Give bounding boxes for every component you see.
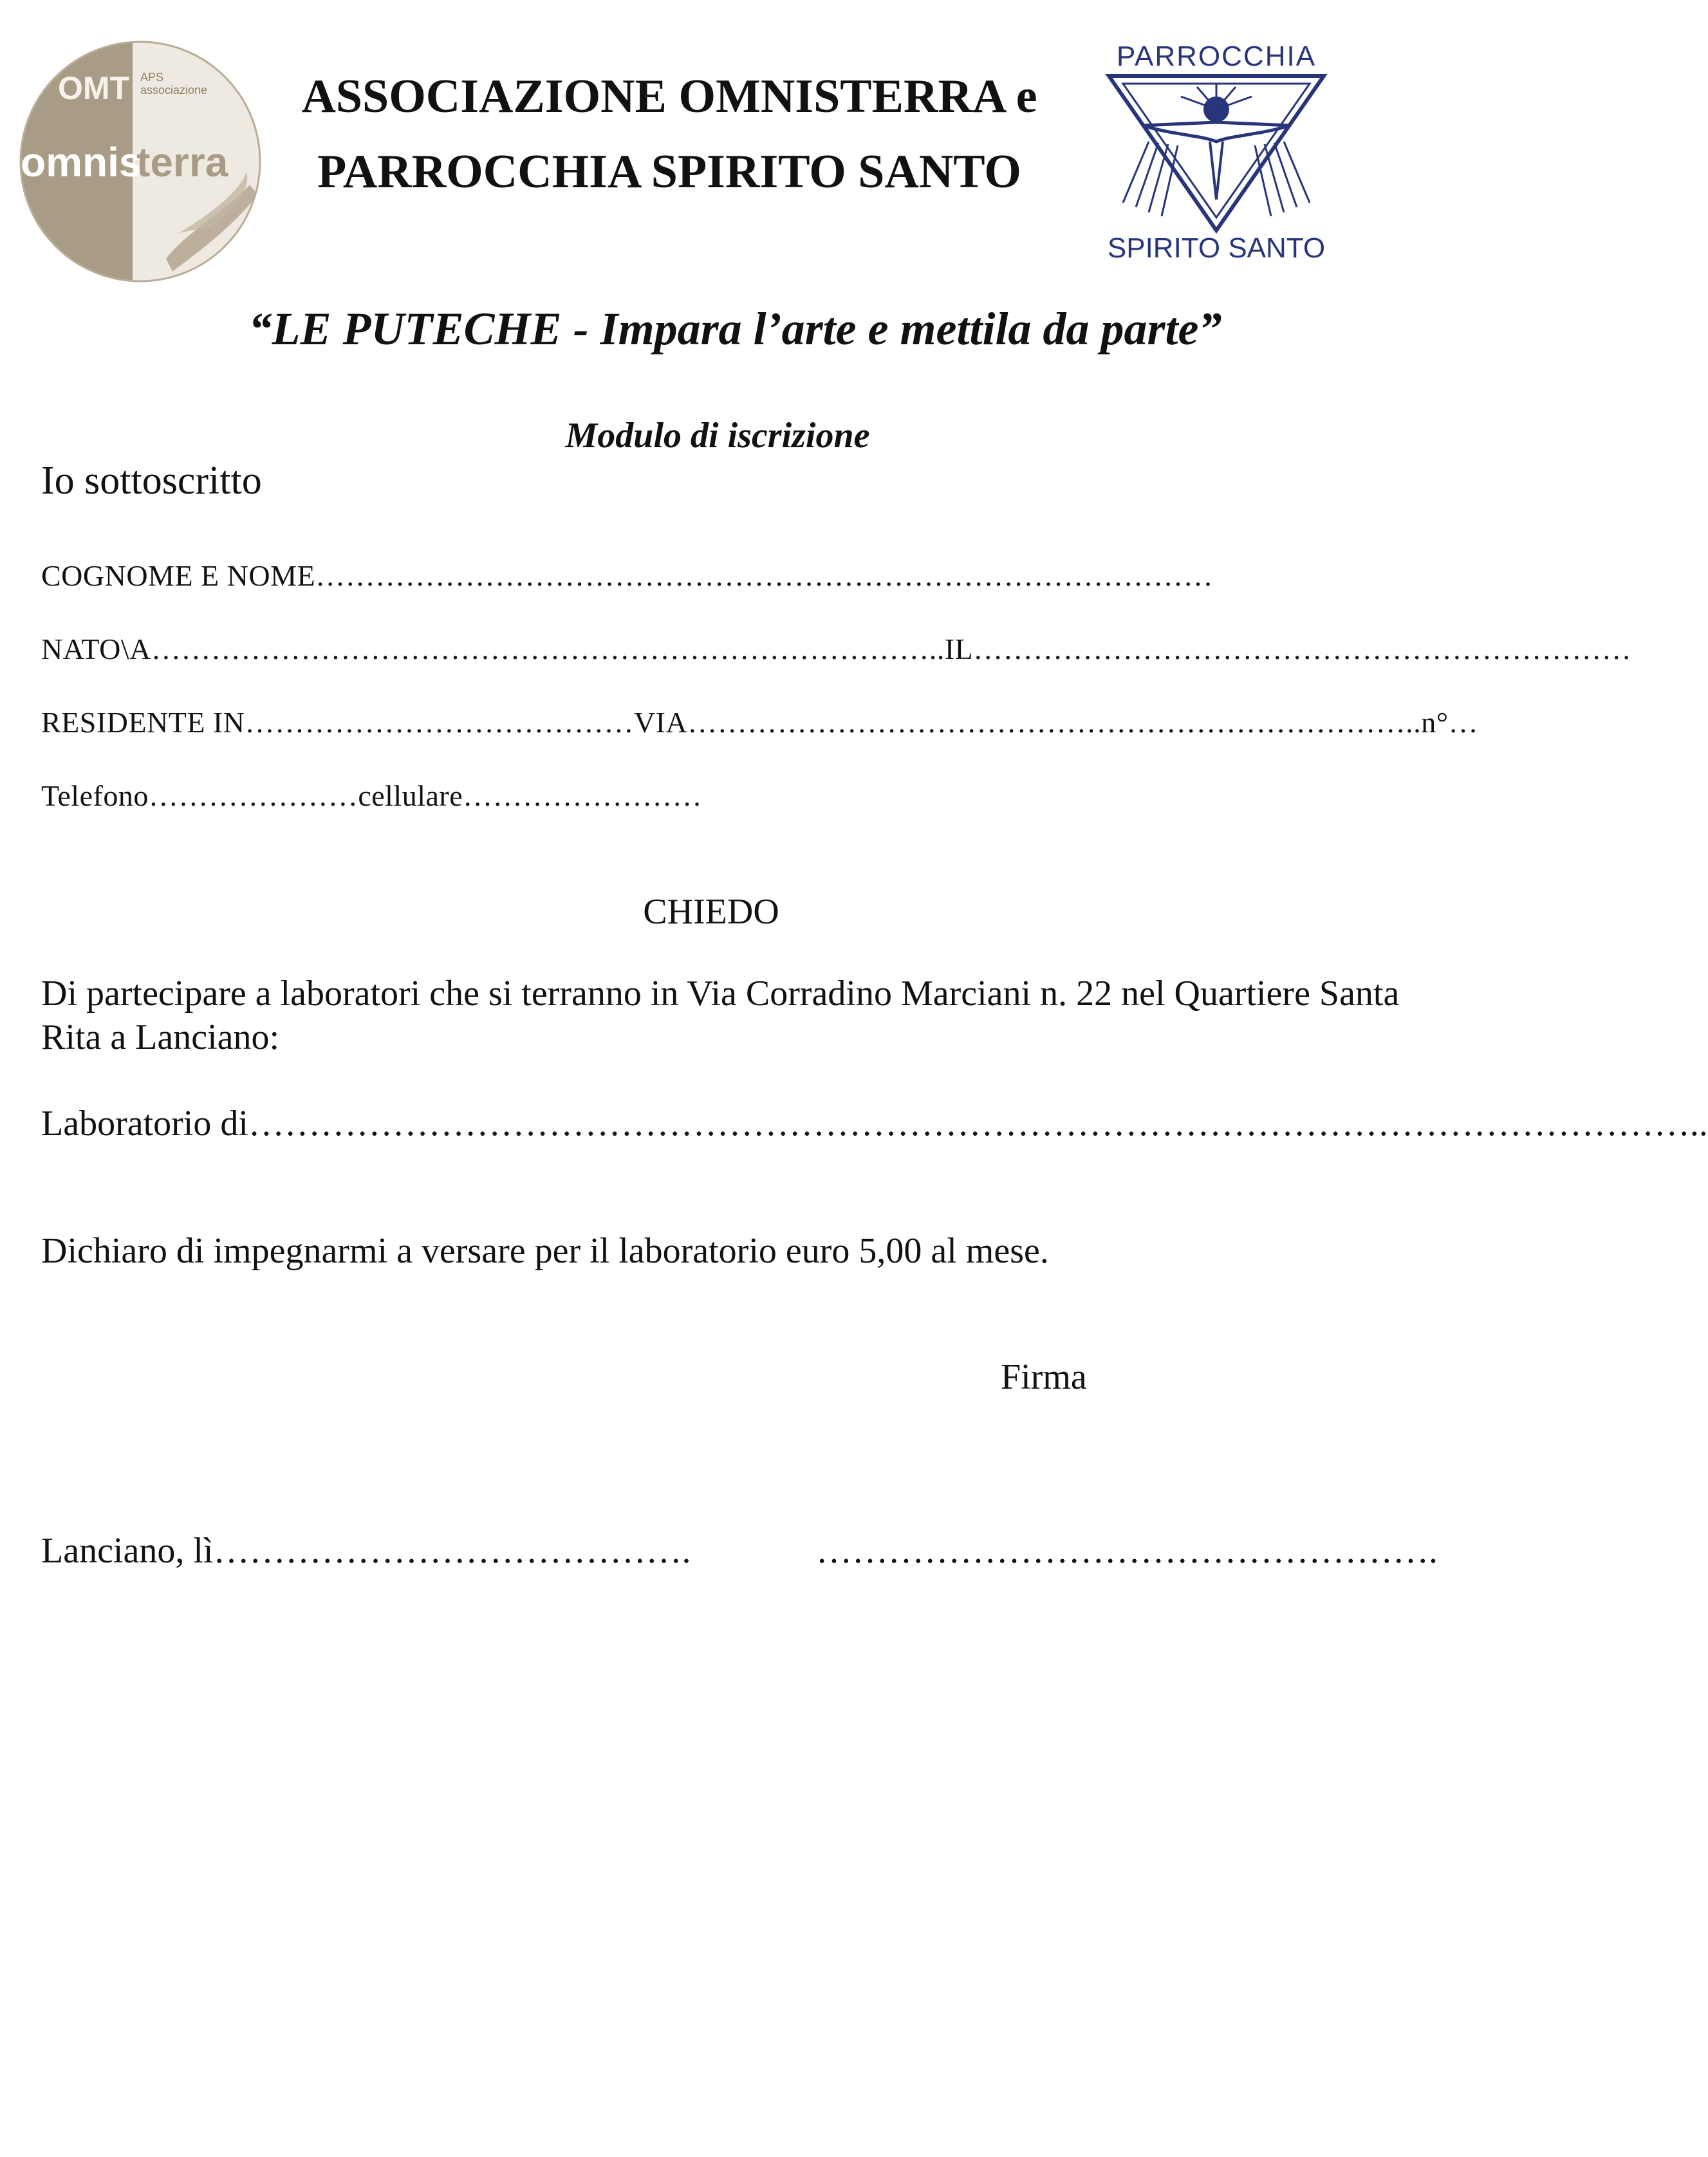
header-title-line-2: PARROCCHIA SPIRITO SANTO xyxy=(317,145,1021,198)
parrocchia-logo xyxy=(1097,39,1335,264)
form-title: Modulo di iscrizione xyxy=(565,416,870,456)
intro-text: Io sottoscritto xyxy=(41,459,262,503)
field-nato-il[interactable]: NATO\A……………………………………………………………………..IL………………………………………………………… xyxy=(41,633,1632,665)
logo-word-omnis: omnis xyxy=(21,139,142,185)
logo-spirito-santo-text: SPIRITO SANTO xyxy=(1107,232,1326,264)
field-telefono-cellulare[interactable]: Telefono…………………cellulare…………………… xyxy=(41,779,703,812)
logo-sub-text-1: APS xyxy=(140,71,164,84)
field-cognome-nome[interactable]: COGNOME E NOME……………………………………………………………………………… xyxy=(41,559,1214,592)
logo-sub-text-2: associazione xyxy=(140,84,208,97)
field-residente-via[interactable]: RESIDENTE IN…………………………………VIA………………………………………………………………..n°… xyxy=(41,706,1479,739)
declaration-paragraph: Dichiaro di impegnarmi a versare per il laboratorio euro 5,00 al mese. xyxy=(41,1231,1049,1271)
firma-label: Firma xyxy=(1001,1357,1087,1397)
chiedo-heading: CHIEDO xyxy=(643,892,779,932)
logo-badge-text: OMT xyxy=(58,70,130,106)
field-luogo-data[interactable]: Lanciano, lì…………………………………. xyxy=(41,1531,691,1571)
header-title-line-1: ASSOCIAZIONE OMNISTERRA e xyxy=(301,70,1037,123)
field-firma-line[interactable]: ……………………………………………. xyxy=(816,1531,1438,1571)
request-paragraph: Di partecipare a laboratori che si terranno in Via Corradino Marciani n. 22 nel Quartiere Santa Rita a Lanciano: xyxy=(41,974,1400,1057)
logo-word-terra: terra xyxy=(136,139,228,185)
logo-parrocchia-text: PARROCCHIA xyxy=(1116,41,1317,72)
project-title: “LE PUTECHE - Impara l’arte e mettila da parte” xyxy=(248,303,1222,355)
field-laboratorio[interactable]: Laboratorio di………………………………………………………………………………………………………….. xyxy=(41,1104,1708,1143)
omnisterra-logo xyxy=(18,40,263,283)
